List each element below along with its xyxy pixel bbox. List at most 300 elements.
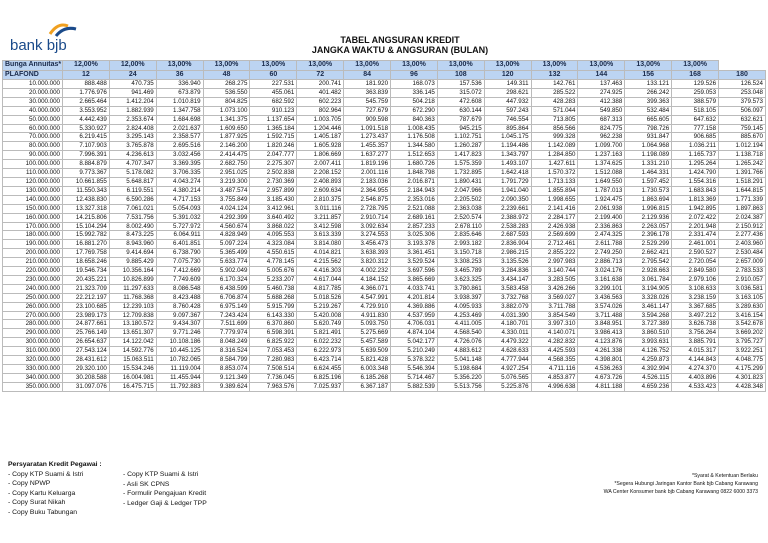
plafond-cell: 130.000.000 [3, 186, 63, 195]
installment-cell: 1.344.580 [391, 142, 438, 151]
installment-cell: 3.308.253 [437, 258, 484, 267]
installment-cell: 388.579 [672, 97, 719, 106]
header-cell: 96 [391, 70, 438, 80]
table-row [3, 106, 766, 115]
installment-cell: 2.520.574 [437, 213, 484, 222]
installment-cell: 5.727.972 [156, 222, 203, 231]
installment-cell: 2.474.325 [578, 231, 625, 240]
installment-cell: 3.299.101 [578, 284, 625, 293]
installment-cell: 3.594.268 [625, 311, 672, 320]
installment-cell: 3.150.718 [437, 249, 484, 258]
installment-cell: 1.012.194 [719, 142, 766, 151]
header-cell: 13,00% [484, 61, 531, 71]
installment-cell: 1.791.729 [484, 177, 531, 186]
installment-cell: 10.661.855 [63, 177, 110, 186]
installment-cell: 8.884.879 [63, 160, 110, 169]
installment-cell: 9.414.694 [109, 249, 156, 258]
req-left-item: - Copy Surat Nikah [8, 499, 66, 507]
installment-cell: 4.175.299 [719, 365, 766, 374]
installment-cell: 7.749.609 [156, 275, 203, 284]
table-body [3, 80, 766, 392]
installment-cell: 6.423.714 [297, 356, 344, 365]
notes [498, 472, 758, 496]
installment-cell: 4.140.071 [531, 329, 578, 338]
installment-cell: 1.776.976 [63, 88, 110, 97]
installment-cell: 1.260.287 [437, 142, 484, 151]
header-cell: 13,00% [344, 61, 391, 71]
installment-cell: 3.412.598 [297, 222, 344, 231]
logo-wordmark: bank bjb [10, 37, 67, 54]
installment-cell: 4.811.188 [578, 382, 625, 391]
installment-cell: 7.779.974 [203, 329, 250, 338]
installment-cell: 2.928.663 [625, 267, 672, 276]
installment-cell: 15.063.511 [109, 356, 156, 365]
installment-cell: 1.464.331 [625, 169, 672, 178]
installment-cell: 11.119.004 [156, 365, 203, 374]
table-row [3, 186, 766, 195]
installment-cell: 6.706.874 [203, 293, 250, 302]
installment-cell: 2.957.899 [250, 186, 297, 195]
requirements-heading: Persyaratan Kredit Pegawai : [8, 461, 102, 468]
note-terms: *Syarat & Ketentuan Berlaku [691, 473, 758, 479]
installment-cell: 4.292.399 [203, 213, 250, 222]
installment-cell: 3.092.634 [344, 222, 391, 231]
header-cell: 144 [578, 70, 625, 80]
installment-cell: 5.378.322 [391, 356, 438, 365]
installment-cell: 7.996.391 [63, 151, 110, 160]
installment-cell: 2.388.972 [484, 213, 531, 222]
header-cell: 108 [437, 70, 484, 80]
installment-cell: 2.682.750 [203, 160, 250, 169]
req-mid-item: - Ledger Gaji & Ledger TPP [123, 499, 207, 507]
installment-cell: 1.237.163 [578, 151, 625, 160]
installment-cell: 1.644.815 [719, 186, 766, 195]
installment-cell: 3.367.685 [672, 302, 719, 311]
installment-cell: 856.566 [531, 124, 578, 133]
installment-cell: 6.738.790 [156, 249, 203, 258]
installment-cell: 7.736.045 [250, 373, 297, 382]
installment-cell: 5.219.267 [297, 302, 344, 311]
installment-cell: 2.997.983 [531, 258, 578, 267]
installment-cell: 2.849.580 [672, 267, 719, 276]
installment-cell: 4.536.263 [578, 365, 625, 374]
header-label: Bunga Annuitas* [3, 61, 63, 71]
installment-cell: 5.233.207 [250, 275, 297, 284]
installment-cell: 2.001.116 [344, 169, 391, 178]
installment-cell: 2.529.299 [625, 240, 672, 249]
installment-cell: 3.185.430 [250, 195, 297, 204]
installment-cell: 4.002.232 [344, 267, 391, 276]
installment-cell: 1.036.211 [672, 142, 719, 151]
installment-cell: 3.938.397 [437, 293, 484, 302]
installment-cell: 15.992.782 [63, 231, 110, 240]
installment-cell: 3.542.678 [719, 320, 766, 329]
header-cell: 13,00% [203, 61, 250, 71]
plafond-cell: 10.000.000 [3, 80, 63, 89]
installment-cell: 3.865.669 [391, 275, 438, 284]
installment-cell: 3.638.393 [344, 249, 391, 258]
plafond-cell: 350.000.000 [3, 382, 63, 391]
installment-cell: 3.697.596 [391, 267, 438, 276]
installment-cell: 2.150.912 [719, 222, 766, 231]
installment-cell: 2.979.106 [672, 275, 719, 284]
installment-cell: 3.626.738 [672, 320, 719, 329]
installment-cell: 2.986.215 [484, 249, 531, 258]
installment-cell: 5.648.817 [109, 177, 156, 186]
installment-cell: 428.283 [531, 97, 578, 106]
installment-cell: 3.434.147 [484, 275, 531, 284]
installment-cell: 3.219.300 [203, 177, 250, 186]
installment-cell: 3.456.473 [344, 240, 391, 249]
installment-cell: 2.061.938 [578, 204, 625, 213]
installment-cell: 9.121.349 [203, 373, 250, 382]
table-row [3, 293, 766, 302]
installment-cell: 3.426.266 [531, 284, 578, 293]
installment-cell: 401.482 [297, 88, 344, 97]
installment-cell: 31.097.076 [63, 382, 110, 391]
installment-cell: 1.138.718 [719, 151, 766, 160]
installment-cell: 3.623.325 [437, 275, 484, 284]
plafond-cell: 320.000.000 [3, 356, 63, 365]
installment-cell: 2.521.088 [391, 204, 438, 213]
installment-cell: 5.513.756 [437, 382, 484, 391]
installment-cell: 3.986.413 [578, 329, 625, 338]
req-mid-item: - Copy KTP Suami & Istri [123, 471, 199, 478]
installment-cell: 1.637.277 [344, 151, 391, 160]
header-cell: 13,00% [250, 61, 297, 71]
installment-cell: 2.461.001 [672, 240, 719, 249]
header-cell: 168 [672, 70, 719, 80]
installment-cell: 2.199.400 [578, 213, 625, 222]
installment-cell: 1.391.766 [719, 169, 766, 178]
installment-cell: 5.821.491 [297, 329, 344, 338]
plafond-cell: 270.000.000 [3, 311, 63, 320]
installment-cell: 4.853.877 [531, 373, 578, 382]
header-cell: 13,00% [297, 61, 344, 71]
installment-cell: 181.920 [344, 80, 391, 89]
installment-cell: 4.201.814 [391, 293, 438, 302]
installment-cell: 3.032.456 [156, 151, 203, 160]
installment-cell: 3.997.310 [531, 320, 578, 329]
req-mid-item: - Formulir Pengajuan Kredit [123, 490, 207, 498]
header-cell: 132 [531, 70, 578, 80]
installment-cell: 5.633.774 [203, 258, 250, 267]
installment-cell: 3.135.526 [484, 258, 531, 267]
installment-cell: 5.005.676 [250, 267, 297, 276]
req-left-item: - Copy KTP Suami & Istri [8, 470, 84, 478]
installment-cell: 1.597.452 [625, 177, 672, 186]
installment-cell: 1.848.798 [391, 169, 438, 178]
installment-cell: 906.685 [672, 133, 719, 142]
header-cell: 12 [63, 70, 110, 80]
installment-cell: 909.598 [344, 115, 391, 124]
table-row [3, 80, 766, 89]
installment-cell: 6.219.415 [63, 133, 110, 142]
installment-cell: 6.624.455 [297, 365, 344, 374]
installment-cell: 798.726 [625, 124, 672, 133]
installment-cell: 1.924.475 [578, 195, 625, 204]
installment-cell: 4.416.303 [297, 267, 344, 276]
installment-cell: 2.426.938 [531, 222, 578, 231]
installment-cell: 4.261.338 [578, 347, 625, 356]
installment-cell: 157.536 [437, 80, 484, 89]
installment-cell: 759.145 [719, 124, 766, 133]
plafond-cell: 20.000.000 [3, 88, 63, 97]
installment-cell: 4.707.347 [109, 160, 156, 169]
installment-cell: 5.391.032 [156, 213, 203, 222]
installment-cell: 8.853.074 [203, 365, 250, 374]
installment-cell: 4.323.084 [250, 240, 297, 249]
installment-cell: 2.546.875 [344, 195, 391, 204]
installment-cell: 7.243.424 [203, 311, 250, 320]
installment-cell: 3.732.768 [484, 293, 531, 302]
installment-cell: 1.730.573 [625, 186, 672, 195]
installment-cell: 802.964 [297, 106, 344, 115]
installment-cell: 2.538.283 [484, 222, 531, 231]
plafond-cell: 220.000.000 [3, 267, 63, 276]
installment-cell: 1.273.437 [344, 133, 391, 142]
installment-cell: 4.392.994 [625, 365, 672, 374]
installment-cell: 4.828.949 [203, 231, 250, 240]
installment-cell: 168.073 [391, 80, 438, 89]
header-cell: 24 [109, 70, 156, 80]
installment-cell: 665.605 [625, 115, 672, 124]
plafond-cell: 180.000.000 [3, 231, 63, 240]
installment-cell: 2.810.375 [297, 195, 344, 204]
installment-cell: 4.184.152 [344, 275, 391, 284]
table-row [3, 356, 766, 365]
header-cell: 13,00% [391, 61, 438, 71]
installment-cell: 3.553.952 [63, 106, 110, 115]
table-row [3, 231, 766, 240]
installment-cell: 1.732.895 [437, 169, 484, 178]
installment-cell: 4.282.832 [531, 338, 578, 347]
installment-cell: 2.665.464 [63, 97, 110, 106]
table-row [3, 365, 766, 374]
installment-cell: 2.024.387 [719, 213, 766, 222]
installment-cell: 5.275.669 [344, 329, 391, 338]
installment-cell: 1.284.850 [531, 151, 578, 160]
installment-cell: 3.024.176 [578, 267, 625, 276]
installment-cell: 129.526 [672, 80, 719, 89]
installment-cell: 2.403.960 [719, 240, 766, 249]
installment-cell: 27.543.124 [63, 347, 110, 356]
installment-cell: 6.598.391 [250, 329, 297, 338]
installment-cell: 4.236.613 [109, 151, 156, 160]
plafond-cell: 250.000.000 [3, 293, 63, 302]
header-row-tenors [3, 70, 766, 80]
installment-cell: 1.605.928 [297, 142, 344, 151]
installment-cell: 5.457.589 [344, 338, 391, 347]
installment-cell: 126.524 [719, 80, 766, 89]
installment-cell: 4.874.104 [391, 329, 438, 338]
installment-cell: 6.370.860 [250, 320, 297, 329]
installment-cell: 4.024.124 [203, 204, 250, 213]
installment-cell: 14.122.042 [109, 338, 156, 347]
installment-cell: 2.414.475 [203, 151, 250, 160]
installment-cell: 4.659.236 [625, 382, 672, 391]
table-row [3, 151, 766, 160]
installment-cell: 3.328.026 [625, 293, 672, 302]
installment-cell: 1.003.705 [297, 115, 344, 124]
installment-cell: 4.726.076 [437, 338, 484, 347]
installment-cell: 1.064.968 [625, 142, 672, 151]
installment-cell: 2.502.838 [250, 169, 297, 178]
installment-cell: 2.857.233 [391, 222, 438, 231]
installment-cell: 412.388 [578, 97, 625, 106]
installment-cell: 5.620.749 [297, 320, 344, 329]
installment-cell: 4.526.115 [625, 373, 672, 382]
installment-cell: 6.185.268 [344, 373, 391, 382]
plafond-cell: 150.000.000 [3, 204, 63, 213]
installment-cell: 3.497.212 [672, 311, 719, 320]
installment-cell: 2.611.788 [578, 240, 625, 249]
installment-cell: 602.223 [297, 97, 344, 106]
installment-cell: 2.396.178 [625, 231, 672, 240]
table-row [3, 311, 766, 320]
installment-cell: 22.212.197 [63, 293, 110, 302]
installment-cell: 1.882.939 [109, 106, 156, 115]
installment-cell: 746.554 [484, 115, 531, 124]
installment-cell: 4.547.991 [344, 293, 391, 302]
installment-cell: 1.820.246 [250, 142, 297, 151]
installment-cell: 8.760.428 [156, 302, 203, 311]
installment-cell: 28.431.612 [63, 356, 110, 365]
installment-cell: 687.313 [578, 115, 625, 124]
installment-cell: 315.072 [437, 88, 484, 97]
installment-cell: 1.713.133 [531, 177, 578, 186]
installment-cell: 3.487.574 [203, 186, 250, 195]
installment-cell: 2.569.699 [531, 231, 578, 240]
installment-cell: 3.412.961 [250, 204, 297, 213]
installment-cell: 1.365.184 [250, 124, 297, 133]
installment-cell: 336.145 [391, 88, 438, 97]
installment-cell: 2.609.634 [297, 186, 344, 195]
installment-cell: 4.403.896 [672, 373, 719, 382]
installment-cell: 7.280.983 [250, 356, 297, 365]
installment-cell: 1.091.518 [344, 124, 391, 133]
installment-cell: 2.047.966 [437, 186, 484, 195]
installment-cell: 2.146.200 [203, 142, 250, 151]
installment-cell: 7.412.669 [156, 267, 203, 276]
installment-cell: 4.617.044 [297, 275, 344, 284]
installment-cell: 1.813.369 [672, 195, 719, 204]
installment-cell: 4.537.959 [391, 311, 438, 320]
installment-cell: 7.963.576 [250, 382, 297, 391]
installment-cell: 1.045.175 [484, 133, 531, 142]
header-cell: 84 [344, 70, 391, 80]
installment-cell: 4.442.439 [63, 115, 110, 124]
installment-cell: 2.824.408 [109, 124, 156, 133]
installment-cell: 10.782.065 [156, 356, 203, 365]
installment-cell: 3.780.861 [437, 284, 484, 293]
installment-cell: 4.031.390 [484, 311, 531, 320]
installment-cell: 1.073.100 [203, 106, 250, 115]
installment-cell: 18.658.246 [63, 258, 110, 267]
installment-cell: 3.238.159 [672, 293, 719, 302]
installment-cell: 4.274.370 [672, 365, 719, 374]
installment-cell: 1.592.715 [250, 133, 297, 142]
installment-cell: 1.683.843 [672, 186, 719, 195]
installment-cell: 945.215 [437, 124, 484, 133]
plafond-cell: 90.000.000 [3, 151, 63, 160]
installment-cell: 2.590.527 [672, 249, 719, 258]
installment-cell: 1.518.291 [719, 177, 766, 186]
installment-cell: 3.361.451 [391, 249, 438, 258]
installment-cell: 2.730.369 [250, 177, 297, 186]
installment-cell: 13.327.318 [63, 204, 110, 213]
installment-cell: 4.330.011 [484, 329, 531, 338]
installment-cell: 379.573 [719, 97, 766, 106]
installment-cell: 4.883.612 [437, 347, 484, 356]
table-row [3, 249, 766, 258]
installment-cell: 910.123 [250, 106, 297, 115]
requirements-left [8, 460, 102, 518]
installment-cell: 3.161.638 [578, 275, 625, 284]
installment-cell: 571.044 [531, 106, 578, 115]
req-mid-item: - Asli SK CPNS [123, 480, 170, 488]
installment-cell: 2.090.350 [484, 195, 531, 204]
installment-cell: 6.825.196 [297, 373, 344, 382]
installment-cell: 6.590.286 [109, 195, 156, 204]
installment-cell: 3.814.080 [297, 240, 344, 249]
installment-cell: 2.208.152 [297, 169, 344, 178]
installment-cell: 5.882.539 [391, 382, 438, 391]
installment-cell: 840.363 [391, 115, 438, 124]
header-cell: 13,00% [437, 61, 484, 71]
installment-cell: 285.522 [531, 88, 578, 97]
plafond-cell: 200.000.000 [3, 249, 63, 258]
installment-cell: 1.347.758 [156, 106, 203, 115]
installment-cell: 17.769.758 [63, 249, 110, 258]
installment-cell: 2.363.038 [437, 204, 484, 213]
installment-cell: 142.761 [531, 80, 578, 89]
installment-cell: 13.180.572 [109, 320, 156, 329]
installment-table [2, 60, 766, 392]
installment-cell: 2.886.713 [578, 258, 625, 267]
note-wa-center: WA Center Konsumer bank bjb Cabang Karawang 0822 6000 3373 [603, 489, 758, 495]
installment-cell: 4.628.633 [484, 347, 531, 356]
installment-cell: 3.640.492 [250, 213, 297, 222]
installment-cell: 5.178.082 [109, 169, 156, 178]
installment-cell: 4.398.801 [578, 356, 625, 365]
table-row [3, 258, 766, 267]
installment-cell: 470.735 [109, 80, 156, 89]
installment-cell: 4.533.423 [672, 382, 719, 391]
installment-cell: 506.097 [719, 106, 766, 115]
installment-cell: 4.996.638 [531, 382, 578, 391]
installment-cell: 133.121 [625, 80, 672, 89]
installment-cell: 1.424.790 [672, 169, 719, 178]
header-cell: 13,00% [625, 61, 672, 71]
installment-cell: 941.469 [109, 88, 156, 97]
table-row [3, 240, 766, 249]
installment-cell: 1.176.508 [391, 133, 438, 142]
installment-cell: 9.434.307 [156, 320, 203, 329]
installment-cell: 1.374.625 [578, 160, 625, 169]
table-row [3, 204, 766, 213]
installment-cell: 1.198.089 [625, 151, 672, 160]
note-contact: *Segera Hubungi Jaringan Kantor Bank bjb Cabang Karawang [614, 481, 758, 487]
installment-cell: 6.003.348 [344, 365, 391, 374]
installment-cell: 3.461.147 [625, 302, 672, 311]
installment-cell: 2.263.057 [625, 222, 672, 231]
installment-cell: 5.915.799 [250, 302, 297, 311]
installment-cell: 4.568.355 [531, 356, 578, 365]
table-row [3, 142, 766, 151]
plafond-cell: 310.000.000 [3, 347, 63, 356]
installment-cell: 3.211.857 [297, 213, 344, 222]
